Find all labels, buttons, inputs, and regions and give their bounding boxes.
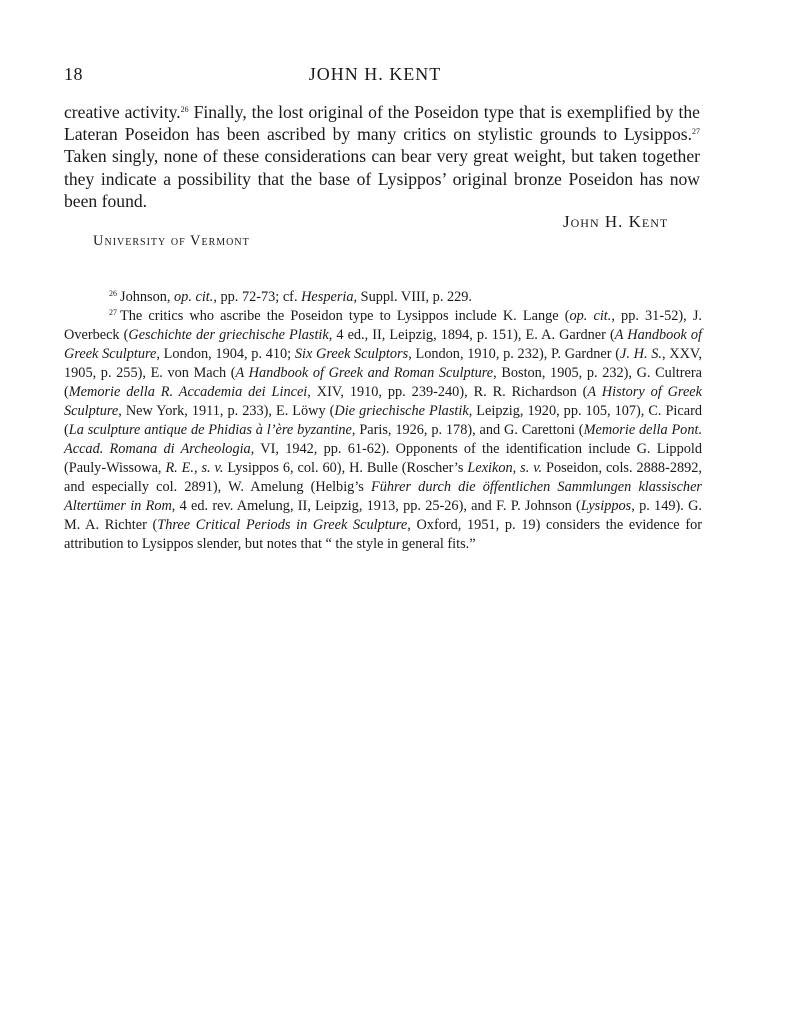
fn-text: , XXV, 1905, p. 255), E. von Mach ( [64,346,702,381]
text-segment: Taken singly, none of these considerations can bear very great weight, but taken together they indicate a possibility that the base of Lysippos’ original bronze Poseidon has now been found. [64,146,700,211]
fn-italic: Hesperia [301,289,354,305]
author-affiliation: University of Vermont [93,233,250,249]
fn-text: , Suppl. VIII, p. 229. [353,289,472,305]
fn-italic: Führer durch die öffentlichen Sammlungen klassischer Altertümer in Rom [64,479,702,514]
fn-italic: J. H. S. [620,346,662,362]
page-number: 18 [64,64,83,84]
fn-italic: op. cit. [569,308,612,324]
running-head [64,64,686,90]
footnote-marker: 26 [109,289,117,298]
fn-text: , 4 ed., II, Leipzig, 1894, p. 151), E. A. Gardner ( [328,327,615,343]
fn-text: The critics who ascribe the Poseidon type to Lysippos include K. Lange ( [120,308,570,324]
paragraph [64,101,700,212]
footnote-26 [64,288,702,307]
fn-italic: Lexikon, s. v. [467,460,543,476]
fn-text: , Boston, 1905, p. 232), G. Cultrera ( [64,365,702,400]
fn-text: , Paris, 1926, p. 178), and G. Carettoni ( [351,422,584,438]
footnotes [64,288,702,554]
fn-italic: Memorie della Pont. Accad. Romana di Archeologia [64,422,703,457]
fn-italic: Six Greek Sculptors [294,346,409,362]
fn-text: , New York, 1911, p. 233), E. Löwy ( [118,403,335,419]
footnote-ref-27: 27 [692,127,700,137]
footnote-27 [64,307,702,554]
running-title: JOHN H. KENT [308,64,442,84]
fn-italic: A History of Greek Sculpture [64,384,702,419]
fn-text: , pp. 72-73; cf. [213,289,302,305]
fn-text: , Leipzig, 1920, pp. 105, 107), C. Picard ( [64,403,702,438]
fn-italic: op. cit. [174,289,214,305]
fn-text: , London, 1910, p. 232), P. Gardner ( [408,346,621,362]
fn-italic: A Handbook of Greek and Roman Sculpture [235,365,494,381]
fn-text: , VI, 1942, pp. 61-62). Opponents of the identification include G. Lippold (Pauly-Wissowa, [64,441,702,476]
fn-italic: Memorie della R. Accademia dei Lincei [68,384,308,400]
fn-text: Lysippos 6, col. 60), H. Bulle (Roscher’s [223,460,468,476]
fn-text: , XIV, 1910, pp. 239-240), R. R. Richardson ( [307,384,588,400]
main-paragraph [64,101,700,212]
fn-italic: La sculpture antique de Phidias à l’ère byzantine [68,422,352,438]
fn-text: , pp. 31-52), J. Overbeck ( [64,308,702,343]
fn-text: , Oxford, 1951, p. 19) considers the evidence for attribution to Lysippos slender, but notes that “ the style in general fits.” [64,517,702,552]
fn-text: , 4 ed. rev. Amelung, II, Leipzig, 1913, pp. 25-26), and F. P. Johnson ( [171,498,581,514]
text-segment: Finally, the lost original of the Poseidon type that is exemplified by the Lateran Poseidon has been ascribed by many critics on stylistic grounds to Lysippos. [64,102,700,145]
author-signature: John H. Kent [563,212,669,231]
fn-italic: Lysippos [580,498,632,514]
fn-text: Poseidon, cols. 2888-2892, and especially col. 2891), W. Amelung (Helbig’s [64,460,702,495]
footnote-ref-26: 26 [180,105,189,114]
fn-text: Johnson, [120,289,175,305]
fn-italic: A Handbook of Greek Sculpture [64,327,703,362]
fn-text: , p. 149). G. M. A. Richter ( [64,498,702,533]
fn-italic: Die griechische Plastik [334,403,469,419]
fn-text: , London, 1904, p. 410; [156,346,295,362]
fn-italic: Geschichte der griechische Plastik [128,327,329,343]
text-segment: creative activity. [64,102,181,122]
fn-italic: R. E., s. v. [165,460,224,476]
footnote-marker: 27 [109,308,117,317]
fn-italic: Three Critical Periods in Greek Sculpture [157,517,408,533]
